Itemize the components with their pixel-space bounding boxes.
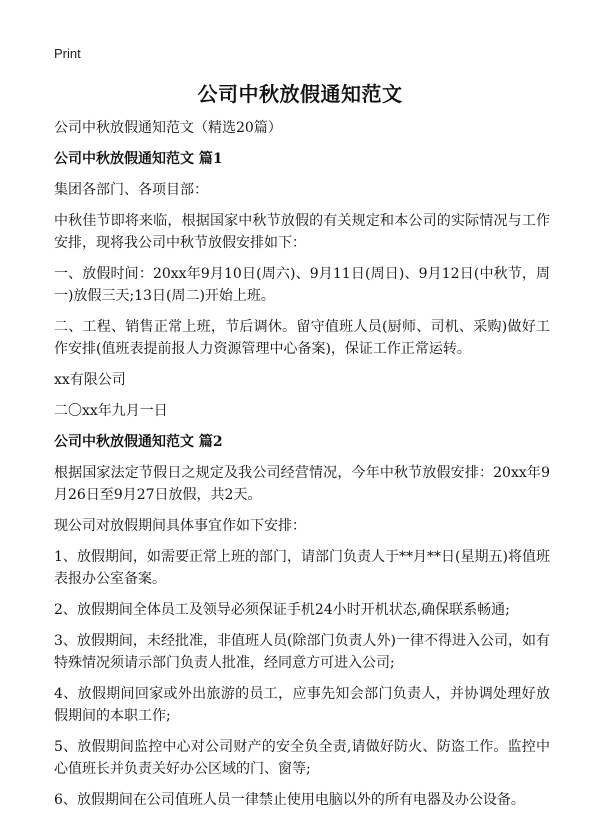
section-heading-2: 公司中秋放假通知范文 篇2 — [54, 434, 223, 450]
paragraph: 4、放假期间回家或外出旅游的员工，应事先知会部门负责人，并协调处理好放假期间的本职工作; — [54, 686, 550, 724]
paragraph: 1、放假期间，如需要正常上班的部门，请部门负责人于**月**日(星期五)将值班表报办公室备案。 — [54, 549, 550, 587]
paragraph: 中秋佳节即将来临，根据国家中秋节放假的有关规定和本公司的实际情况与工作安排，现将我公司中秋节放假安排如下： — [54, 213, 550, 251]
paragraph: 根据国家法定节假日之规定及我公司经营情况，今年中秋节放假安排：20xx年9月26日至9月27日放假，共2天。 — [54, 465, 550, 503]
document-title: 公司中秋放假通知范文 — [197, 82, 403, 106]
paragraph: 集团各部门、各项目部： — [54, 182, 208, 198]
document-subtitle: 公司中秋放假通知范文（精选20篇） — [54, 120, 282, 136]
section-heading-1: 公司中秋放假通知范文 篇1 — [54, 151, 223, 167]
signature-date: 二〇xx年九月一日 — [54, 403, 168, 419]
paragraph: 2、放假期间全体员工及领导必须保证手机24小时开机状态,确保联系畅通; — [54, 602, 510, 618]
paragraph: 5、放假期间监控中心对公司财产的安全负全责,请做好防火、防盗工作。监控中心值班长并负责关好办公区域的门、窗等; — [54, 739, 550, 777]
paragraph: 现公司对放假期间具体事宜作如下安排： — [54, 518, 306, 534]
paragraph: 二、工程、销售正常上班，节后调休。留守值班人员(厨师、司机、采购)做好工作安排(值班表提前报人力资源管理中心备案)，保证工作正常运转。 — [54, 319, 550, 357]
paragraph: 6、放假期间在公司值班人员一律禁止使用电脑以外的所有电器及办公设备。 — [54, 792, 525, 808]
signature-company: xx有限公司 — [54, 372, 126, 388]
paragraph: 一、放假时间：20xx年9月10日(周六)、9月11日(周日)、9月12日(中秋节，周一)放假三天;13日(周二)开始上班。 — [54, 266, 550, 304]
paragraph: 3、放假期间，未经批准，非值班人员(除部门负责人外)一律不得进入公司，如有特殊情况须请示部门负责人批准，经同意方可进入公司; — [54, 633, 550, 671]
document-body — [54, 117, 550, 820]
print-link[interactable]: Print — [54, 46, 81, 61]
